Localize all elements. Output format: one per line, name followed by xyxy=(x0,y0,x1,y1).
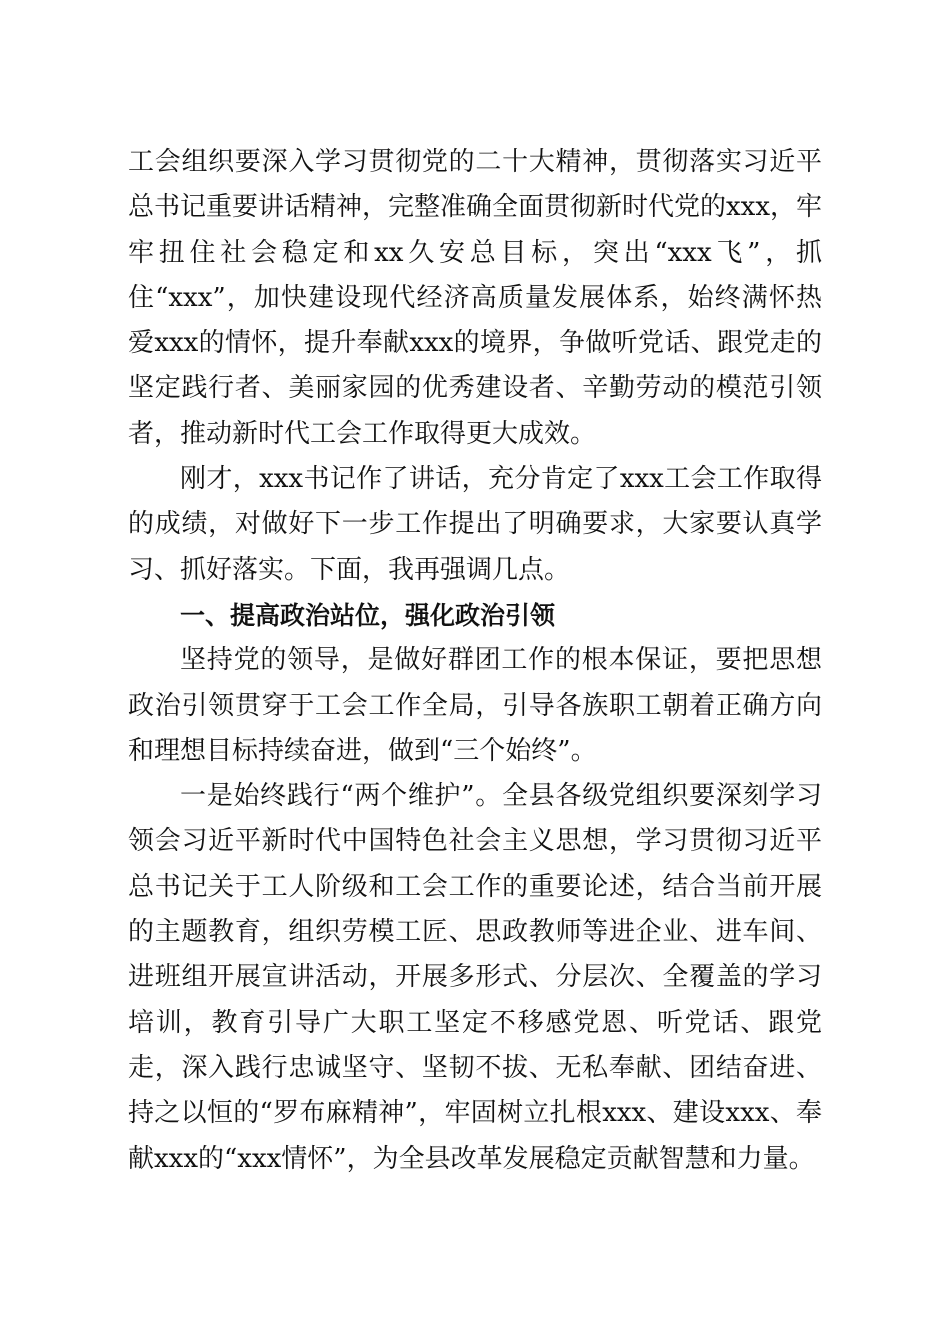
paragraph-remarks: 刚才，xxx书记作了讲话，充分肯定了xxx工会工作取得的成绩，对做好下一步工作提出了明确要求，大家要认真学习、抓好落实。下面，我再强调几点。 xyxy=(128,464,822,585)
paragraph-section-1-point-1: 一是始终践行“两个维护”。全县各级党组织要深刻学习领会习近平新时代中国特色社会主义思想，学习贯彻习近平总书记关于工人阶级和工会工作的重要论述，结合当前开展的主题教育，组织劳模工匠、思政教师等进企业、进车间、进班组开展宣讲活动，开展多形式、分层次、全覆盖的学习培训，教育引导广大职工坚定不移感党恩、听党话、跟党走，深入践行忠诚坚守、坚韧不拔、无私奉献、团结奋进、持之以恒的“罗布麻精神”，牢固树立扎根xxx、建设xxx、奉献xxx的“xxx情怀”，为全县改革发展稳定贡献智慧和力量。 xyxy=(128,781,822,1174)
paragraph-section-1-intro: 坚持党的领导，是做好群团工作的根本保证，要把思想政治引领贯穿于工会工作全局，引导各族职工朝着正确方向和理想目标持续奋进，做到“三个始终”。 xyxy=(128,645,822,766)
section-heading-1: 一、提高政治站位，强化政治引领 xyxy=(180,600,556,630)
document-body xyxy=(128,140,822,1182)
paragraph-intro: 工会组织要深入学习贯彻党的二十大精神，贯彻落实习近平总书记重要讲话精神，完整准确全面贯彻新时代党的xxx，牢牢扭住社会稳定和xx久安总目标，突出“xxx飞”，抓住“xxx”，加快建设现代经济高质量发展体系，始终满怀热爱xxx的情怀，提升奉献xxx的境界，争做听党话、跟党走的坚定践行者、美丽家园的优秀建设者、辛勤劳动的模范引领者，推动新时代工会工作取得更大成效。 xyxy=(128,147,822,449)
